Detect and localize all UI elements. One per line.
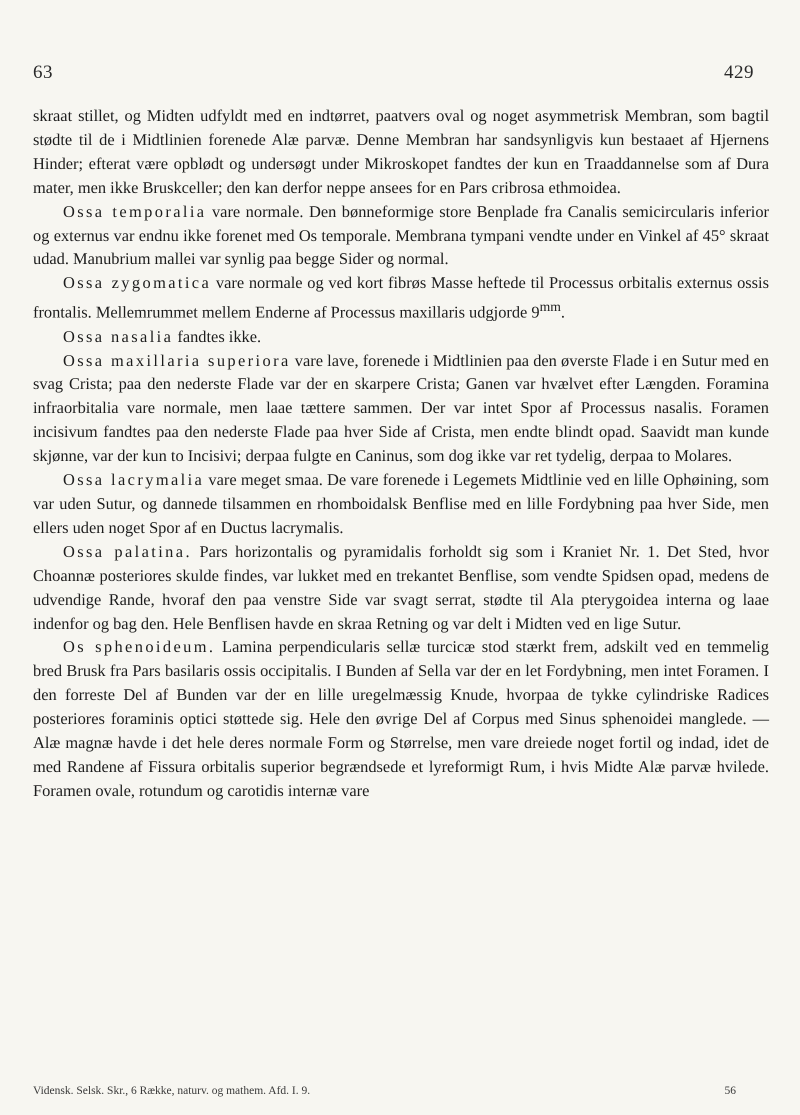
page-number-left: 63 bbox=[33, 62, 53, 83]
paragraph-ossa-palatina: Ossa palatina. Pars horizontalis og pyramidalis forholdt sig som i Kraniet Nr. 1. Det Sted, hvor Choannæ posteriores skulde findes, var lukket med en trekantet Benflise, som vendte Spidsen opad, medens de udvendige Rande, hvoraf den paa venstre Side var svagt serrat, stødte til Ala pterygoidea interna og laae indenfor og bag den. Hele Benflisen havde en skraa Retning og var delt i Midten ved en lige Sutur. bbox=[33, 541, 769, 633]
section-heading: Ossa zygomatica bbox=[63, 273, 212, 293]
section-heading: Os sphenoideum. bbox=[63, 637, 216, 657]
paragraph: skraat stillet, og Midten udfyldt med en indtørret, paatvers oval og noget asymmetrisk Membran, som bagtil stødte til de i Midtlinien forenede Alæ parvæ. Denne Membran har sandsynligvis kun bestaaet af Hjernens Hinder; efterat være opblødt og undersøgt under Mikroskopet fandtes der kun en Traaddannelse som af Dura mater, men ikke Bruskceller; den kan derfor neppe ansees for en Pars cribrosa ethmoidea. bbox=[33, 106, 769, 197]
paragraph-ossa-zygomatica: Ossa zygomatica vare normale og ved kort fibrøs Masse heftede til Processus orbitalis externus ossis frontalis. Mellemrummet mellem Enderne af Processus maxillaris udgjorde $9^{mm}$. bbox=[33, 273, 769, 322]
unit-superscript: mm bbox=[539, 299, 561, 315]
paragraph-ossa-maxillaria: Ossa maxillaria superiora vare lave, forenede i Midtlinien paa den øverste Flade i en Sutur med en svag Crista; paa den nederste Flade var der en skarpere Crista; Ganen var hvælvet efter Længden. Foramina infraorbitalia vare normale, men laae tættere sammen. Der var intet Spor af Processus nasalis. Foramen incisivum fandtes paa den nederste Flade paa hver Side af Crista, men endte blindt opad. Saavidt man kunde skjønne, var der kun to Incisivi; derpaa fulgte en Caninus, som dog ikke var ret tydelig, derpaa to Molares. bbox=[33, 350, 769, 466]
paragraph-ossa-nasalia: Ossa nasalia fandtes ikke. bbox=[63, 326, 262, 346]
paragraph-ossa-temporalia: Ossa temporalia vare normale. Den bønneformige store Benplade fra Canalis semicircularis inferior og externus var endnu ikke forenet med Os temporale. Membrana tympani vendte under en Vinkel af 45° skraat udad. Manubrium mallei var synlig paa begge Sider og normal. bbox=[33, 201, 769, 269]
page-footer bbox=[33, 1085, 754, 1097]
page-number-right: 429 bbox=[724, 62, 754, 83]
section-heading: Ossa nasalia bbox=[63, 326, 174, 346]
section-heading: Ossa maxillaria superiora bbox=[63, 350, 291, 370]
section-heading: Ossa lacrymalia bbox=[63, 470, 205, 490]
paragraph-ossa-lacrymalia: Ossa lacrymalia vare meget smaa. De vare forenede i Legemets Midtlinie ved en lille Ophøining, som var uden Sutur, og dannede tilsammen en rhomboidalsk Benflise med en lille Fordybning paa hver Side, men ellers uden noget Spor af en Ductus lacrymalis. bbox=[33, 470, 769, 537]
section-heading: Ossa palatina. bbox=[63, 541, 192, 561]
section-heading: Ossa temporalia bbox=[63, 201, 207, 221]
footer-citation: Vidensk. Selsk. Skr., 6 Række, naturv. og mathem. Afd. I. 9. bbox=[33, 1085, 311, 1097]
paragraph-os-sphenoideum: Os sphenoideum. Lamina perpendicularis sellæ turcicæ stod stærkt frem, adskilt ved en temmelig bred Brusk fra Pars basilaris ossis occipitalis. I Bunden af Sella var der en let Fordybning, men intet Foramen. I den forreste Del af Bunden var der en lille uregelmæssig Knude, hvorpaa de tykke cylindriske Radices posteriores foraminis optici støttede sig. Hele den øvrige Del af Corpus med Sinus sphenoidei manglede. — Alæ magnæ havde i det hele deres normale Form og Størrelse, men vare dreiede noget fortil og indad, idet de med Randene af Fissura orbitalis superior begrændsede et lyreformigt Rum, i hvis Midte Alæ parvæ hvilede. Foramen ovale, rotundum og carotidis internæ vare bbox=[33, 637, 769, 800]
signature-mark: 56 bbox=[724, 1085, 736, 1097]
body-text bbox=[33, 104, 769, 803]
